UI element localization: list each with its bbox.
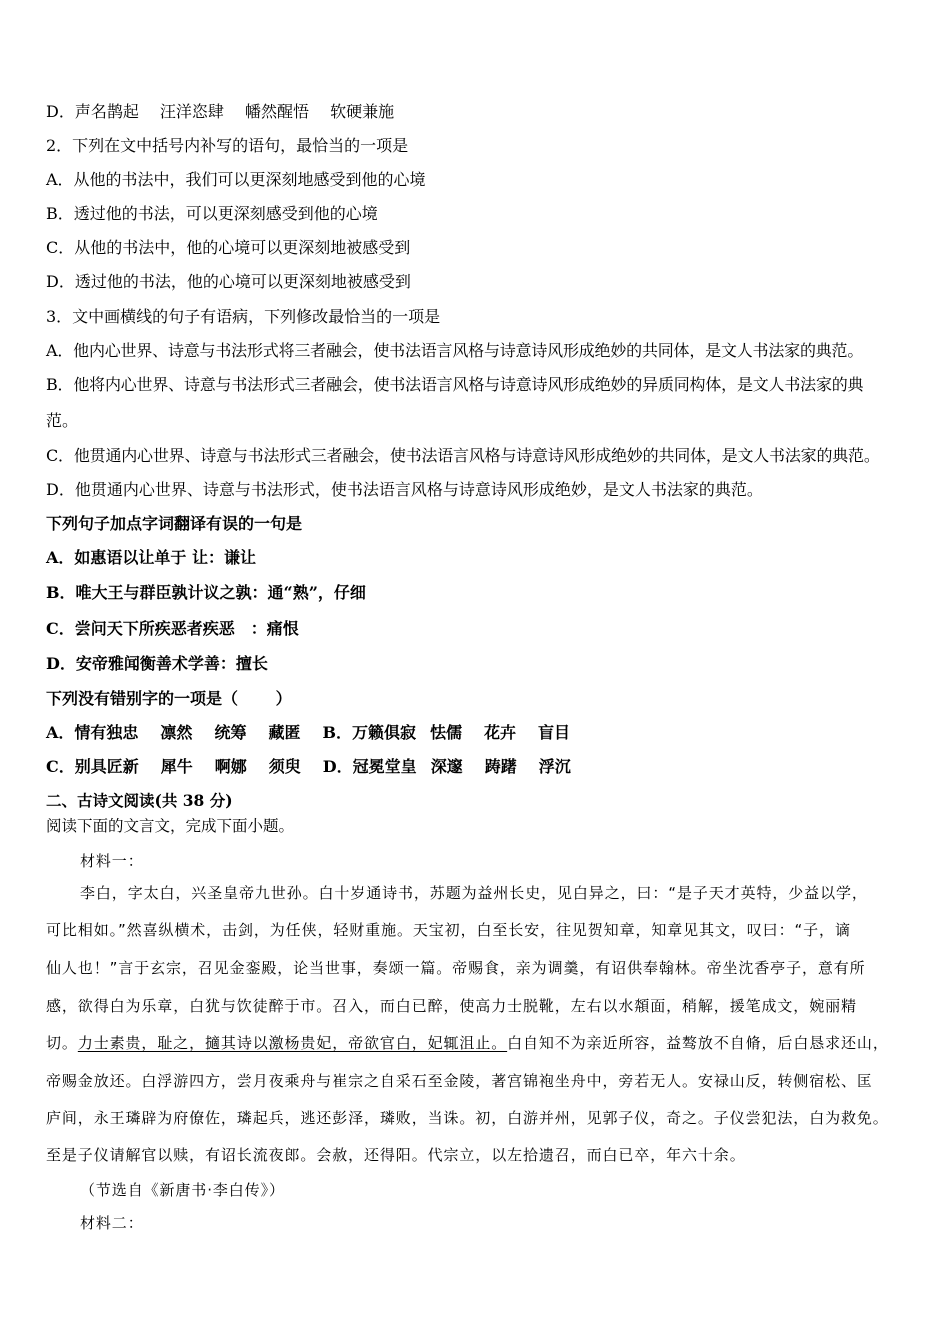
passage-text: 白自知不为亲近所容，益骜放不自脩，后白恳求还山， [507,1034,889,1052]
q4-option-a: A．如惠语以让单于 让：谦让 [46,548,256,567]
q5-option-d-word: 踌躇 [484,757,517,776]
q2-option-a: A．从他的书法中，我们可以更深刻地感受到他的心境 [46,170,426,189]
q2-option-c: C．从他的书法中，他的心境可以更深刻地被感受到 [46,238,411,257]
passage-line: 至是子仪请解官以赎，有诏长流夜郎。会赦，还得阳。代宗立，以左拾遗召，而白已卒，年六十余。 [46,1146,746,1164]
q5-option-b-word: 怯儒 [430,723,463,742]
q5-option-c-label: C．别具匠新 [46,757,139,776]
q3-option-b: B．他将内心世界、诗意与书法形式三者融会，使书法语言风格与诗意诗风形成绝妙的异质同构体，是文人书法家的典 [46,375,864,394]
q5-row-1 [46,723,920,743]
q5-stem: 下列没有错别字的一项是（ ） [46,689,292,708]
q3-stem: 3．文中画横线的句子有语病，下列修改最恰当的一项是 [46,307,441,326]
q3-option-a: A．他内心世界、诗意与书法形式将三者融会，使书法语言风格与诗意诗风形成绝妙的共同体，是文人书法家的典范。 [46,341,864,360]
q5-option-d-word: 浮沉 [538,757,571,776]
passage-text: 切。 [46,1034,78,1052]
q3-option-d: D．他贯通内心世界、诗意与书法形式，使书法语言风格与诗意诗风形成绝妙，是文人书法家的典范。 [46,480,763,499]
q5-option-c-word: 犀牛 [160,757,193,776]
q2-stem: 2．下列在文中括号内补写的语句，最恰当的一项是 [46,136,409,155]
q5-option-a-word: 凛然 [160,723,193,742]
q2-option-b: B．透过他的书法，可以更深刻感受到他的心境 [46,204,378,223]
q4-option-d: D．安帝雅闻衡善术学善：擅长 [46,654,268,673]
q3-option-c: C．他贯通内心世界、诗意与书法形式三者融会，使书法语言风格与诗意诗风形成绝妙的共同体，是文人书法家的典范。 [46,446,880,465]
section-instruction: 阅读下面的文言文，完成下面小题。 [46,817,295,835]
passage-line: 李白，字太白，兴圣皇帝九世孙。白十岁通诗书，苏题为益州长史，见白异之，曰：“是子天才英特，少益以学， [80,884,868,902]
source-citation: （节选自《新唐书·李白传》） [80,1181,285,1199]
q4-option-c: C．尝问天下所疾恶者疾恶 ：痛恨 [46,619,299,638]
q2-option-d: D．透过他的书法，他的心境可以更深刻地被感受到 [46,272,411,291]
q5-row-2 [46,757,920,777]
passage-line: 感，欲得白为乐章，白犹与饮徒醉于市。召入，而白已醉，使高力士脱靴，左右以水頮面，稍解，援笔成文，婉丽精 [46,997,857,1015]
underlined-sentence: 力士素贵，耻之，擿其诗以激杨贵妃，帝欲官白，妃辄沮止。 [77,1034,508,1052]
q5-option-d-label: D．冠冕堂皇 [322,757,417,776]
passage-line: 庐间，永王璘辟为府僚佐，璘起兵，逃还彭泽，璘败，当诛。初，白游并州，见郭子仪，奇之。子仪尝犯法，白为救免。 [46,1109,889,1127]
q5-option-d-word: 深邃 [430,757,463,776]
q4-option-b: B．唯大王与群臣孰计议之孰：通“熟”，仔细 [46,583,366,602]
q5-option-b-label: B．万籁俱寂 [322,723,416,742]
q5-option-b-word: 盲目 [538,723,571,742]
passage-line: 帝赐金放还。白浮游四方，尝月夜乘舟与崔宗之自采石至金陵，著宫锦袍坐舟中，旁若无人。安禄山反，转侧宿松、匡 [46,1072,873,1090]
q3-option-b-continued: 范。 [46,411,79,430]
passage-line: 可比相如。”然喜纵横术，击剑，为任侠，轻财重施。天宝初，白至长安，往见贺知章，知章见其文，叹曰：“子，谪 [46,921,851,939]
section-title: 二、古诗文阅读(共 38 分) [46,791,233,810]
q5-option-a-word: 藏匿 [268,723,301,742]
q1-option-d: D．声名鹊起 汪洋恣肆 幡然醒悟 软硬兼施 [46,102,395,121]
material-2-label: 材料二： [80,1214,144,1232]
q5-option-b-word: 花卉 [484,723,517,742]
material-1-label: 材料一： [80,852,144,870]
q5-option-c-word: 啊娜 [214,757,247,776]
q5-option-a-word: 统筹 [214,723,247,742]
q4-stem: 下列句子加点字词翻译有误的一句是 [46,514,303,533]
q5-option-a-label: A．情有独忠 [46,723,139,742]
passage-line [46,1033,920,1053]
q5-option-c-word: 须臾 [268,757,301,776]
passage-line: 仙人也！”言于玄宗，召见金銮殿，论当世事，奏颂一篇。帝赐食，亲为调羹，有诏供奉翰林。帝坐沈香亭子，意有所 [46,959,866,977]
